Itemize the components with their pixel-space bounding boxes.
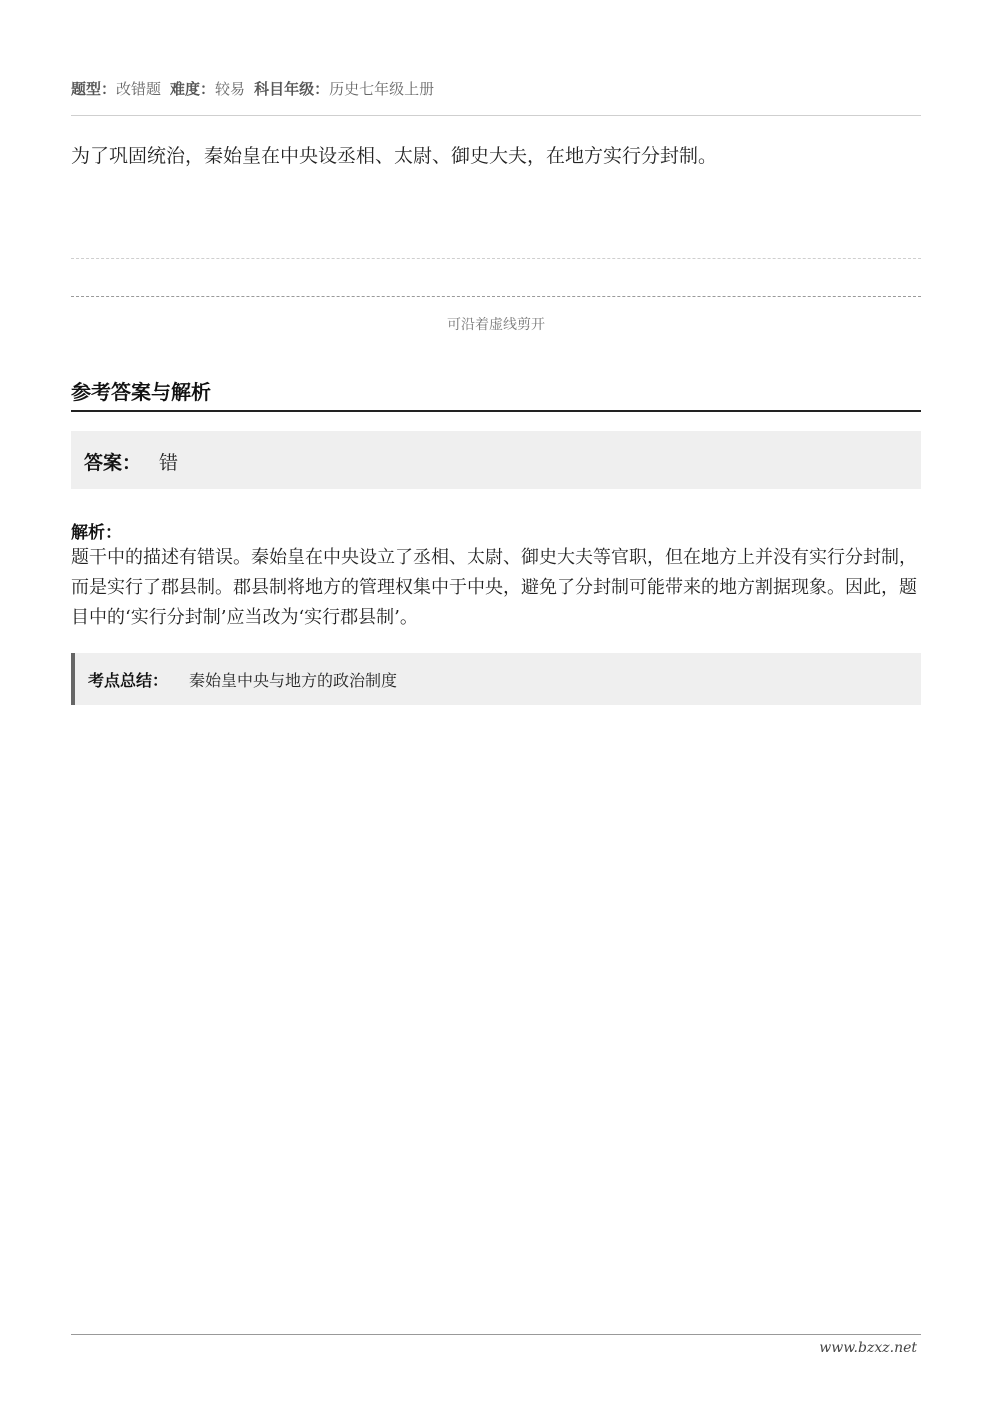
analysis-label: 解析： xyxy=(71,523,122,543)
difficulty-value: 较易 xyxy=(215,80,246,98)
summary-value: 秦始皇中央与地方的政治制度 xyxy=(189,671,398,690)
subject-value: 历史七年级上册 xyxy=(329,80,435,98)
difficulty-label: 难度： xyxy=(170,80,216,98)
analysis-text: 题干中的描述有错误。秦始皇在中央设立了丞相、太尉、御史大夫等官职，但在地方上并没有实行分封制，而是实行了郡县制。郡县制将地方的管理权集中于中央，避免了分封制可能带来的地方割据现象。因此，题目中的‘实行分封制’应当改为‘实行郡县制’。 xyxy=(71,547,917,628)
cut-hint: 可沿着虚线剪开 xyxy=(447,317,545,333)
footer-url: www.bzxz.net xyxy=(819,1340,917,1356)
answer-value: 错 xyxy=(159,452,179,474)
answer-box xyxy=(71,431,921,489)
subject-label: 科目年级： xyxy=(254,80,330,98)
meta-divider xyxy=(71,115,921,116)
answer-label: 答案： xyxy=(84,452,142,474)
summary-label: 考点总结： xyxy=(88,671,169,690)
question-meta xyxy=(71,78,434,99)
section-title: 参考答案与解析 xyxy=(71,380,211,404)
question-text: 为了巩固统治，秦始皇在中央设丞相、太尉、御史大夫，在地方实行分封制。 xyxy=(71,145,718,167)
section-divider xyxy=(71,410,921,412)
footer-divider xyxy=(71,1334,921,1335)
type-value: 改错题 xyxy=(116,80,162,98)
cut-line xyxy=(71,296,921,297)
summary-box xyxy=(71,653,921,705)
dashed-line-light xyxy=(71,258,921,259)
type-label: 题型： xyxy=(71,80,117,98)
